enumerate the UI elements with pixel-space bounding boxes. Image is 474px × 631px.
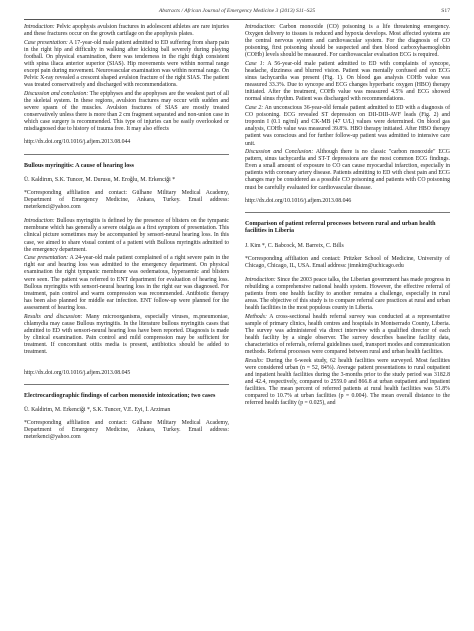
doi-link[interactable]: http://dx.doi.org/10.1016/j.afjem.2013.08.044 [24, 139, 131, 146]
doi-link[interactable]: http://dx.doi.org/10.1016/j.afjem.2013.08.046 [245, 197, 352, 204]
affiliation: *Corresponding affiliation and contact: Pritzker School of Medicine, University of Chicago, Chicago, IL, USA. Email address: jimnkim@uchicago.edu [245, 255, 450, 269]
abstract-title: Electrocardiographic findings of carbon monoxide intoxication; two cases [24, 392, 216, 399]
section-text: The epiphyses and the apophyses are the weakest part of all the skeletal system. In these regions, avulsion fractures may occur with sudden and severe spasm of the muscles. Avulsion fractures of SIAS are mostly treated conservatively unless there is more than 2 cm fragment separated and non-union case in which case surgery is recommended. This type of injuries can be easily overlooked or misdiagnosed due to history of trauma free. It may also effects [24, 90, 229, 133]
section-label: Introduction: [245, 24, 276, 30]
section-label: Case presentation: [24, 39, 68, 46]
section-text: During the 6-week study, 62 health facilities were surveyed. Most facilities were considered urban (n = 52, 84%). Average patient presentations to rural outpatient and inpatient health facilities during the 3-months prior to the study period was 3182.8 and 42.4, respectively, compared to 2559.0 and 866.8 at urban outpatient and inpatient facilities. The mean percent of referred patients at rural health facilities was 51.8% compared to 10.7% at urban facilities (p = 0.004). The mean overall distance to the referred health facility (p = 0.025), and [245, 357, 451, 407]
author-list: Ü. Kaldirım, S.K. Tuncer, M. Durusu, M. Eroğlu, M. Erkenciği * [24, 176, 176, 183]
abstract-title: Bullous myringitis: A cause of hearing loss [24, 162, 135, 169]
section-label: Introduction: [24, 218, 55, 225]
abstract-case1-paragraph [245, 61, 450, 104]
abstract-separator [24, 384, 229, 385]
section-text: A cross-sectional health referral survey was conducted at a representative sample of primary clinics, health centres and hospitals in Montserrado County, Liberia. The survey was administered via direct interview with a qualified director of each health facility by a single observer. The survey describes baseline facility data, characteristics of referrals, referral guidelines used, transport modes and communication methods. Referral processes were compared between rural and urban health facilities. [245, 313, 450, 356]
section-text: Pelvic apophysis avulsion fractures in adolescent athletes are rare injuries and these fractures occur on the growth cartilage on the apophysis plates. [24, 24, 229, 38]
abstract-methods-paragraph [245, 314, 450, 357]
abstract-results-paragraph [245, 358, 450, 408]
section-text: Carbon monoxide (CO) poisoning is a life threatening emergency. Oxygen delivery to tissues is reduced and hypoxia develops. Most affected systems are the central nervous system and cardiovascular system. For the diagnosis of CO poisoning, first poisoning should be suspected and then blood carboxyhaemoglobin (COHb) levels should be measured. For cardiovascular evaluation ECG is required. [245, 24, 450, 59]
abstract-separator [245, 212, 450, 213]
section-label: Introduction: [24, 24, 55, 30]
affiliation: *Corresponding affiliation and contact: Gülhane Military Medical Academy, Department of Emergency Medicine, Ankara, Turkey. Email address: meterkenci@yahoo.com [24, 420, 229, 441]
section-text: Although there is no classic "carbon monoxide" ECG pattern, sinus tachycardia and ST-T depressions are the most common ECG findings. Even a small amount of exposure to CO can cause myocardial infarction, especially in patients with coronary artery disease. Patients admitting to ED with chest pain and ECG changes may be considered as a possible CO poisoning and patients with CO poisoning must be carefully evaluated for cardiovascular disease. [245, 149, 450, 191]
section-text: Many microorganisms, especially viruses, m.pneumoniae, chlamydia may cause Bullous myringitis. In the literature bullous myringitis cases that admitted to ED with sensori-neural hearing loss have been reported. Diagnosis is made by clinical examination. Pain control and mild compression may be sufficient for treatment. If concomitant otitis media is present, antibiotics should be added to treatment. [24, 313, 229, 355]
section-label: Methods: [245, 313, 267, 320]
abstract-case-paragraph [24, 40, 229, 90]
section-text: A 56-year-old male patient admitted to ED with complaints of syncope, headache, dizziness and blurred vision. Patient was mentally confused and on ECG sinus tachycardia was present (Fig. 1). On blood gas analysis COHb value was measured 33.3%. Due to syncope and ECG changes hyperbaric oxygen (HBO) therapy initiated. After the treatment, COHb value was measured 4.5% and ECG showed normal sinus rhythm. Patient was discharged with recommendations. [245, 60, 451, 103]
running-header [24, 8, 450, 18]
abstract-intro-paragraph [24, 218, 229, 253]
section-label: Results: [245, 357, 264, 364]
section-text: A 17-year-old male patient admitted to ED suffering from sharp pain in the right hip and difficulty in walking after kicking ball severely during playing football. On physical examination, there was tenderness in the right thigh consistent with spina iliaca anterior superior (SIAS). Hip movements were within normal range except pain during movement. Neurovascular examination was within normal range. On Pelvic X-ray revealed a crescent shaped avulsion fracture of the right SIAS. The patient was treated conservatively and discharged with recommendations. [24, 39, 229, 89]
running-head-text: Abstracts / African Journal of Emergency Medicine 3 (2013) S11–S25 [158, 8, 316, 14]
left-column [24, 24, 229, 448]
section-label: Case 2: [245, 105, 264, 112]
abstract-intro-paragraph [24, 24, 229, 38]
section-text: Since the 2003 peace talks, the Liberian government has made progress in rebuilding a comprehensive national health system. However, the effective referral of patients from one health facility to another remains a challenge, especially in rural areas. The objective of this study is to compare referral care practices at rural and urban health facilities in the most populous county in Liberia. [245, 276, 450, 312]
abstract-separator [24, 154, 229, 155]
section-label: Results and discussion: [24, 313, 83, 320]
section-text: A 24-year-old male patient complained of a right severe pain in the right ear and hearing loss was admitted to the emergency department. On physical examination the right tympanic membrane was oedematous, hyperaemic and blisters were seen. The patient was referred to ENT department for evaluation of hearing loss. Bullous myringitis with sensori-neural hearing loss in the right ear was diagnosed. For treatment, pain control and warm compression was recommended. Antibiotic therapy has been also planned for middle ear infection. ENT follow-up were planned for the assessment of hearing loss. [24, 255, 229, 311]
section-label: Discussion and conclusion: [24, 90, 89, 97]
right-column [245, 24, 450, 409]
section-label: Case presentation: [24, 255, 69, 262]
section-label: Case 1: [245, 60, 265, 67]
affiliation: *Corresponding affiliation and contact: Gülhane Military Medical Academy, Department of Emergency Medicine, Ankara, Turkey. Email address: meterkenci@yahoo.com [24, 190, 229, 211]
author-list: J. Kim *, C. Babcock, M. Barreix, C. Bills [245, 242, 344, 249]
section-label: Discussion and Conclusion: [245, 149, 314, 156]
author-list: Ü. Kaldirim, M. Erkenciği *, S.K. Tuncer, V.E. Eyi, İ. Arziman [24, 407, 171, 414]
abstract-case-paragraph [24, 255, 229, 312]
abstract-discussion-paragraph [24, 91, 229, 134]
doi-link[interactable]: http://dx.doi.org/10.1016/j.afjem.2013.08.045 [24, 369, 131, 376]
section-label: Introduction: [245, 276, 276, 283]
abstract-title: Comparison of patient referral processes between rural and urban health facilities in Liberia [245, 220, 436, 235]
header-rule [24, 19, 450, 20]
abstract-discussion-paragraph [245, 149, 450, 192]
abstract-results-paragraph [24, 314, 229, 357]
abstract-case2-paragraph [245, 105, 450, 148]
section-text: Bullous myringitis is defined by the presence of blisters on the tympanic membrane which has generally a severe otalgia as a first symptom of presentation. This clinical picture sometimes may be accompanied by sensori-neural hearing loss. In this case, we aimed to share visual content of a patient with Bullous myringitis admitted to the emergency department. [24, 218, 229, 253]
page-number: S17 [441, 8, 450, 14]
abstract-intro-paragraph [245, 24, 450, 59]
abstract-intro-paragraph [245, 277, 450, 312]
section-text: An unconscious 36-year-old female patient admitted to ED with a diagnosis of CO poisoning. ECG revealed ST depression on DII-DIII-AVF leads (Fig. 2) and troponin I (0.1 ng/ml) and CK-MB (47 U/L) values were determined. On blood gas analysis, COHb value was measured 39.8%. HBO therapy initiated. After HBO therapy patient was conscious and for further follow-up patient was admitted to intensive care unit. [245, 105, 451, 147]
